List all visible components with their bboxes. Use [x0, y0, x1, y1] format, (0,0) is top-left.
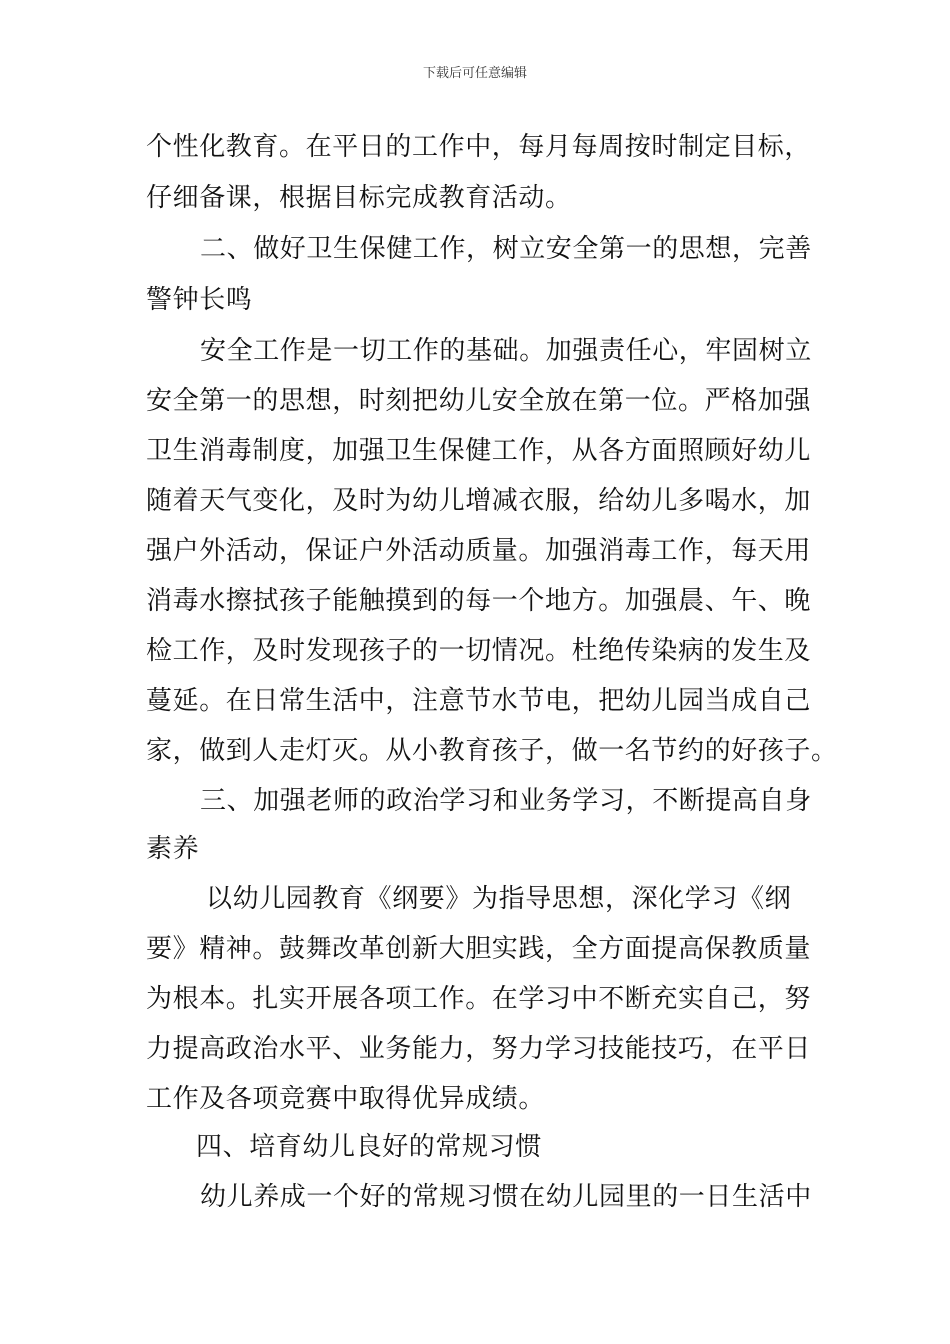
text-line: 工作及各项竞赛中取得优异成绩。	[146, 1084, 546, 1114]
section-heading: 四、培育幼儿良好的常规习惯	[196, 1132, 542, 1162]
text-line: 家，做到人走灯灭。从小教育孩子，做一名节约的好孩子。	[146, 736, 838, 766]
section-heading: 三、加强老师的政治学习和业务学习，不断提高自身	[200, 786, 812, 816]
page-header: 下载后可任意编辑	[422, 66, 527, 81]
text-line: 强户外活动，保证户外活动质量。加强消毒工作，每天用	[146, 536, 812, 566]
text-line: 卫生消毒制度，加强卫生保健工作，从各方面照顾好幼儿	[146, 436, 812, 466]
text-line: 以幼儿园教育《纲要》为指导思想，深化学习《纲	[206, 884, 792, 914]
text-line: 为根本。扎实开展各项工作。在学习中不断充实自己，努	[146, 984, 812, 1014]
text-line: 随着天气变化，及时为幼儿增减衣服，给幼儿多喝水，加	[146, 486, 812, 516]
section-heading: 警钟长鸣	[146, 285, 253, 315]
text-line: 安全第一的思想，时刻把幼儿安全放在第一位。严格加强	[146, 386, 812, 416]
section-heading: 二、做好卫生保健工作，树立安全第一的思想，完善	[200, 234, 812, 264]
text-line: 检工作，及时发现孩子的一切情况。杜绝传染病的发生及	[146, 636, 812, 666]
text-line: 仔细备课，根据目标完成教育活动。	[146, 183, 572, 213]
text-line: 力提高政治水平、业务能力，努力学习技能技巧，在平日	[146, 1034, 812, 1064]
text-line: 消毒水擦拭孩子能触摸到的每一个地方。加强晨、午、晚	[146, 586, 812, 616]
text-line: 蔓延。在日常生活中，注意节水节电，把幼儿园当成自己	[146, 686, 812, 716]
text-line: 个性化教育。在平日的工作中，每月每周按时制定目标，	[146, 132, 812, 162]
text-line: 安全工作是一切工作的基础。加强责任心，牢固树立	[200, 336, 812, 366]
text-line: 要》精神。鼓舞改革创新大胆实践，全方面提高保教质量	[146, 934, 812, 964]
text-line: 幼儿养成一个好的常规习惯在幼儿园里的一日生活中	[200, 1182, 812, 1212]
section-heading: 素养	[146, 834, 200, 864]
